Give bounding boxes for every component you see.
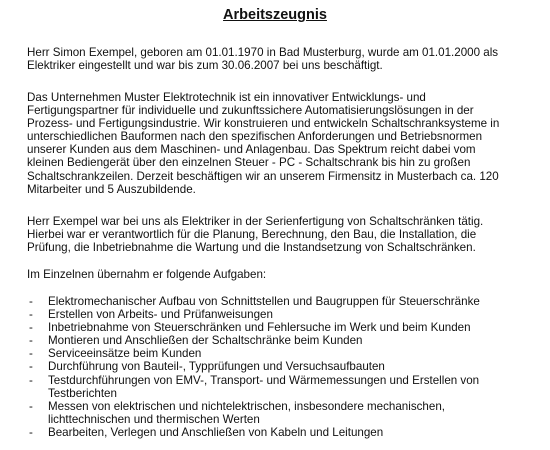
intro-line: Elektriker eingestellt und war bis zum 30.06.2007 bei uns beschäftigt. xyxy=(27,59,383,73)
list-item xyxy=(27,360,537,373)
list-item-text: Erstellen von Arbeits- und Prüfanweisungen xyxy=(48,308,273,322)
list-item-text: Serviceeinsätze beim Kunden xyxy=(48,347,202,361)
list-item xyxy=(27,426,537,439)
company-line: Fertigungspartner für individuelle und zukunftssichere Automatisierungslösungen in der xyxy=(27,104,474,118)
role-line: Prüfung, die Inbetriebnahme die Wartung und die Instandsetzung von Schaltschränken. xyxy=(27,241,476,255)
list-dash: - xyxy=(29,308,33,322)
list-dash: - xyxy=(29,399,33,413)
role-line: Herr Exempel war bei uns als Elektriker in der Serienfertigung von Schaltschränken tätig. xyxy=(27,215,484,228)
list-item-continuation: Testberichten xyxy=(48,386,117,400)
list-item-text: Inbetriebnahme von Steuerschränken und Fehlersuche im Werk und beim Kunden xyxy=(48,321,471,335)
list-dash: - xyxy=(29,321,33,335)
list-item xyxy=(27,295,537,308)
list-dash: - xyxy=(29,373,33,387)
list-dash: - xyxy=(29,425,33,439)
list-item xyxy=(27,400,537,426)
task-list xyxy=(27,295,537,439)
list-item-text: Montieren und Anschließen der Schaltschränke beim Kunden xyxy=(48,334,363,348)
list-dash: - xyxy=(29,295,33,308)
list-item-text: Durchführung von Bauteil-, Typprüfungen und Versuchsaufbauten xyxy=(48,360,385,374)
list-item xyxy=(27,374,537,400)
company-line: unterschiedlichen Bauformen nach den spezifischen Anforderungen und Betriebsnormen xyxy=(27,130,483,144)
company-line: Mitarbeiter und 5 Auszubildende. xyxy=(27,182,196,196)
document-title: Arbeitszeugnis xyxy=(223,7,327,23)
list-item-text: Elektromechanischer Aufbau von Schnittstellen und Baugruppen für Steuerschränke xyxy=(48,295,480,308)
tasks-intro xyxy=(27,268,527,281)
list-item xyxy=(27,334,537,347)
company-line: Das Unternehmen Muster Elektrotechnik ist ein innovativer Entwicklungs- und xyxy=(27,91,426,104)
list-item-continuation: lichttechnischen und thermischen Werten xyxy=(48,412,260,426)
list-dash: - xyxy=(29,334,33,348)
list-item-text: Bearbeiten, Verlegen und Anschließen von Kabeln und Leitungen xyxy=(48,425,384,439)
company-line: Prozess- und Fertigungsindustrie. Wir konstruieren und entwickeln Schaltschranksysteme in xyxy=(27,117,500,131)
list-item xyxy=(27,308,537,321)
list-item-text: Testdurchführungen von EMV-, Transport- und Wärmemessungen und Erstellen von xyxy=(48,373,480,387)
company-paragraph xyxy=(27,91,527,196)
tasks-intro-text: Im Einzelnen übernahm er folgende Aufgaben: xyxy=(27,268,267,281)
role-paragraph xyxy=(27,215,527,254)
intro-line: Herr Simon Exempel, geboren am 01.01.1970 in Bad Musterburg, wurde am 01.01.2000 als xyxy=(27,46,499,59)
company-line: unserer Kunden aus dem Maschinen- und Anlagenbau. Das Spektrum reicht dabei vom xyxy=(27,143,476,157)
company-line: kleinen Bediengerät über den einzelnen Steuer - PC - Schaltschrank bis hin zu großen xyxy=(27,156,471,170)
company-line: Schaltschrankzeilen. Derzeit beschäftigen wir an unserem Firmensitz in Musterbach ca. 120 xyxy=(27,169,499,183)
list-dash: - xyxy=(29,347,33,361)
list-item-text: Messen von elektrischen und nichtelektrischen, insbesondere mechanischen, xyxy=(48,399,445,413)
list-item xyxy=(27,347,537,360)
list-dash: - xyxy=(29,360,33,374)
role-line: Hierbei war er verantwortlich für die Planung, Berechnung, den Bau, die Installation, die xyxy=(27,228,477,242)
list-item xyxy=(27,321,537,334)
intro-paragraph xyxy=(27,46,527,72)
